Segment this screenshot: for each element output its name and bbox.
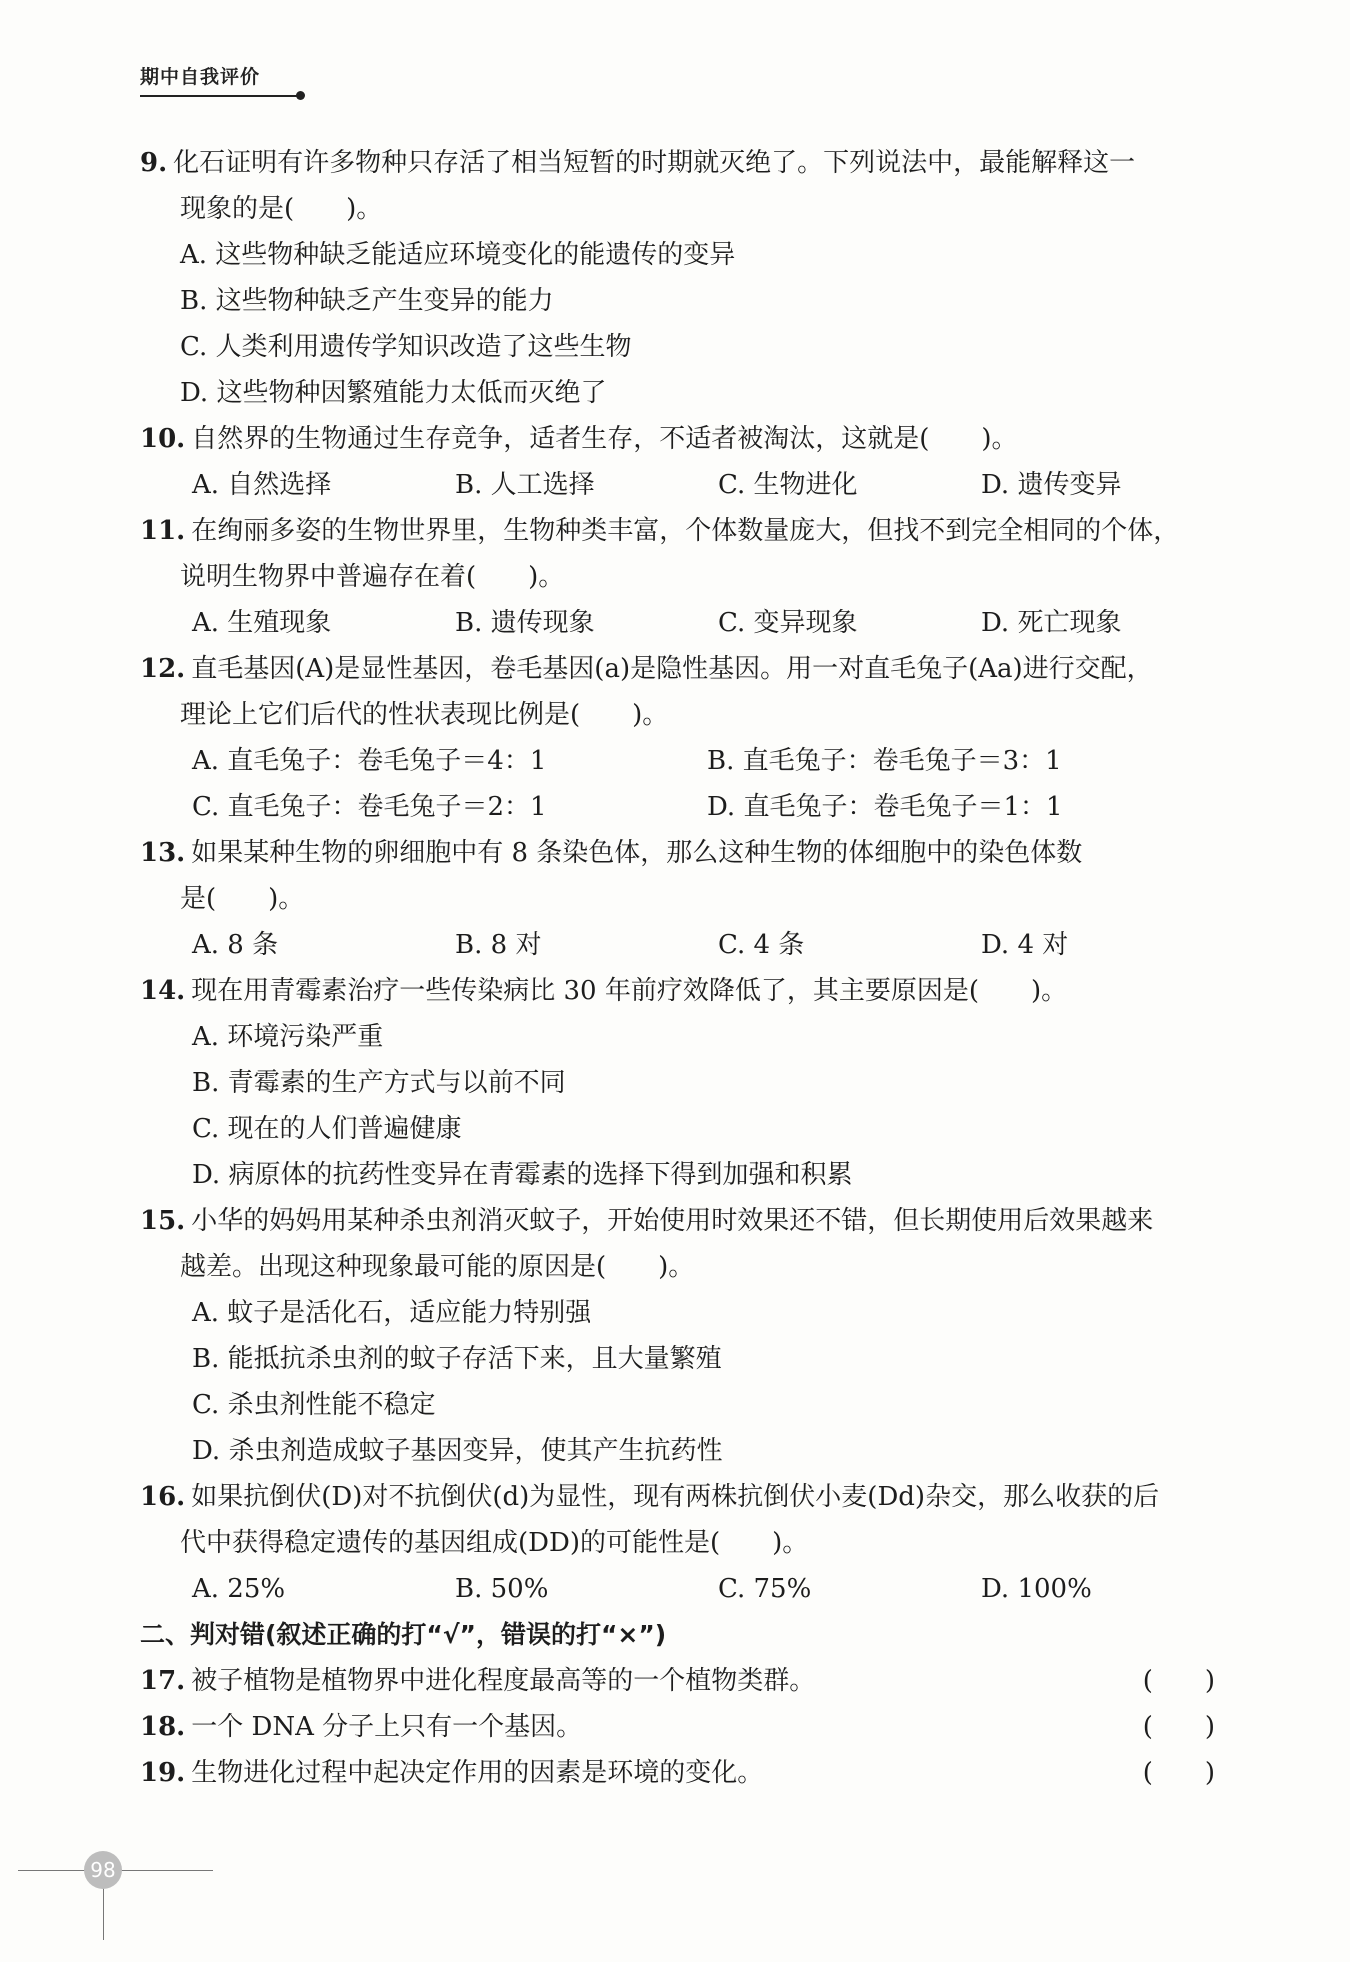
page-content	[140, 140, 1215, 1796]
header-rule	[140, 95, 300, 97]
option-c: C. 人类利用遗传学知识改造了这些生物	[180, 332, 632, 362]
option-c: C. 现在的人们普遍健康	[192, 1114, 462, 1144]
question-number: 10.	[140, 424, 186, 454]
option-d: D. 杀虫剂造成蚊子基因变异，使其产生抗药性	[192, 1436, 723, 1466]
option-b: B. 人工选择	[455, 470, 595, 500]
option-c: C. 杀虫剂性能不稳定	[192, 1390, 436, 1420]
question-16-line-2: 代中获得稳定遗传的基因组成(DD)的可能性是( )。	[180, 1528, 809, 1558]
options-row	[140, 784, 1215, 830]
question-12-line-2: 理论上它们后代的性状表现比例是( )。	[180, 700, 669, 730]
option-a: A. 25%	[192, 1574, 286, 1604]
answer-parentheses: ( )	[1142, 1666, 1215, 1696]
question-15-line-1: 15. 小华的妈妈用某种杀虫剂消灭蚊子，开始使用时效果还不错，但长期使用后效果越来	[140, 1198, 1215, 1244]
question-11-line-1: 11. 在绚丽多姿的生物世界里，生物种类丰富，个体数量庞大，但找不到完全相同的个体，	[140, 508, 1215, 554]
question-number: 17.	[140, 1666, 186, 1696]
option-a: A. 生殖现象	[192, 608, 332, 638]
question-number: 12.	[140, 654, 186, 684]
judgment-19: 19. 生物进化过程中起决定作用的因素是环境的变化。 ( )	[140, 1750, 1215, 1796]
question-13-line-2: 是( )。	[180, 884, 305, 914]
question-13-line-1: 13. 如果某种生物的卵细胞中有 8 条染色体，那么这种生物的体细胞中的染色体数	[140, 830, 1215, 876]
option-d: D. 4 对	[981, 930, 1069, 960]
question-number: 11.	[140, 516, 186, 546]
option-c: C. 变异现象	[718, 608, 858, 638]
answer-parentheses: ( )	[1142, 1758, 1215, 1788]
options-row	[140, 1566, 1215, 1612]
question-9-line-1: 9. 化石证明有许多物种只存活了相当短暂的时期就灭绝了。下列说法中，最能解释这一	[140, 140, 1215, 186]
question-number: 16.	[140, 1482, 186, 1512]
option-b: B. 能抵抗杀虫剂的蚊子存活下来，且大量繁殖	[192, 1344, 722, 1374]
option-c: C. 4 条	[718, 930, 805, 960]
section-title: 二、判对错(叙述正确的打“√”，错误的打“×”)	[140, 1620, 667, 1649]
question-14-line-1: 14. 现在用青霉素治疗一些传染病比 30 年前疗效降低了，其主要原因是( )。	[140, 968, 1215, 1014]
option-b: B. 直毛兔子：卷毛兔子＝3：1	[707, 746, 1062, 776]
option-a: A. 自然选择	[192, 470, 332, 500]
question-11-line-2: 说明生物界中普遍存在着( )。	[180, 562, 565, 592]
question-16-line-1: 16. 如果抗倒伏(D)对不抗倒伏(d)为显性，现有两株抗倒伏小麦(Dd)杂交，那么收获的后	[140, 1474, 1215, 1520]
question-number: 15.	[140, 1206, 186, 1236]
option-d: D. 病原体的抗药性变异在青霉素的选择下得到加强和积累	[192, 1160, 853, 1190]
question-15-line-2: 越差。出现这种现象最可能的原因是( )。	[180, 1252, 695, 1282]
question-number: 9.	[140, 148, 168, 178]
option-d: D. 死亡现象	[981, 608, 1122, 638]
question-number: 18.	[140, 1712, 186, 1742]
option-c: C. 直毛兔子：卷毛兔子＝2：1	[192, 792, 547, 822]
running-header: 期中自我评价	[140, 66, 261, 88]
options-row	[140, 462, 1215, 508]
judgment-18: 18. 一个 DNA 分子上只有一个基因。 ( )	[140, 1704, 1215, 1750]
options-row	[140, 738, 1215, 784]
options-row	[140, 922, 1215, 968]
question-10-line-1: 10. 自然界的生物通过生存竞争，适者生存，不适者被淘汰，这就是( )。	[140, 416, 1215, 462]
question-number: 14.	[140, 976, 186, 1006]
header-rule-dot	[296, 91, 305, 100]
option-a: A. 8 条	[192, 930, 279, 960]
option-b: B. 遗传现象	[455, 608, 595, 638]
option-d: D. 这些物种因繁殖能力太低而灭绝了	[180, 378, 607, 408]
option-d: D. 直毛兔子：卷毛兔子＝1：1	[707, 792, 1063, 822]
option-d: D. 遗传变异	[981, 470, 1122, 500]
option-b: B. 50%	[455, 1574, 549, 1604]
question-9-line-2: 现象的是( )。	[180, 194, 383, 224]
option-d: D. 100%	[981, 1574, 1092, 1604]
page-number: 98	[84, 1851, 122, 1889]
question-number: 19.	[140, 1758, 186, 1788]
question-12-line-1: 12. 直毛基因(A)是显性基因，卷毛基因(a)是隐性基因。用一对直毛兔子(Aa)进行交配，	[140, 646, 1215, 692]
option-c: C. 生物进化	[718, 470, 858, 500]
question-number: 13.	[140, 838, 186, 868]
options-row	[140, 600, 1215, 646]
option-a: A. 蚊子是活化石，适应能力特别强	[192, 1298, 592, 1328]
answer-parentheses: ( )	[1142, 1712, 1215, 1742]
option-c: C. 75%	[718, 1574, 812, 1604]
option-b: B. 8 对	[455, 930, 542, 960]
option-b: B. 青霉素的生产方式与以前不同	[192, 1068, 566, 1098]
judgment-17: 17. 被子植物是植物界中进化程度最高等的一个植物类群。 ( )	[140, 1658, 1215, 1704]
option-b: B. 这些物种缺乏产生变异的能力	[180, 286, 554, 316]
option-a: A. 环境污染严重	[192, 1022, 384, 1052]
option-a: A. 直毛兔子：卷毛兔子＝4：1	[192, 746, 547, 776]
option-a: A. 这些物种缺乏能适应环境变化的能遗传的变异	[180, 240, 736, 270]
